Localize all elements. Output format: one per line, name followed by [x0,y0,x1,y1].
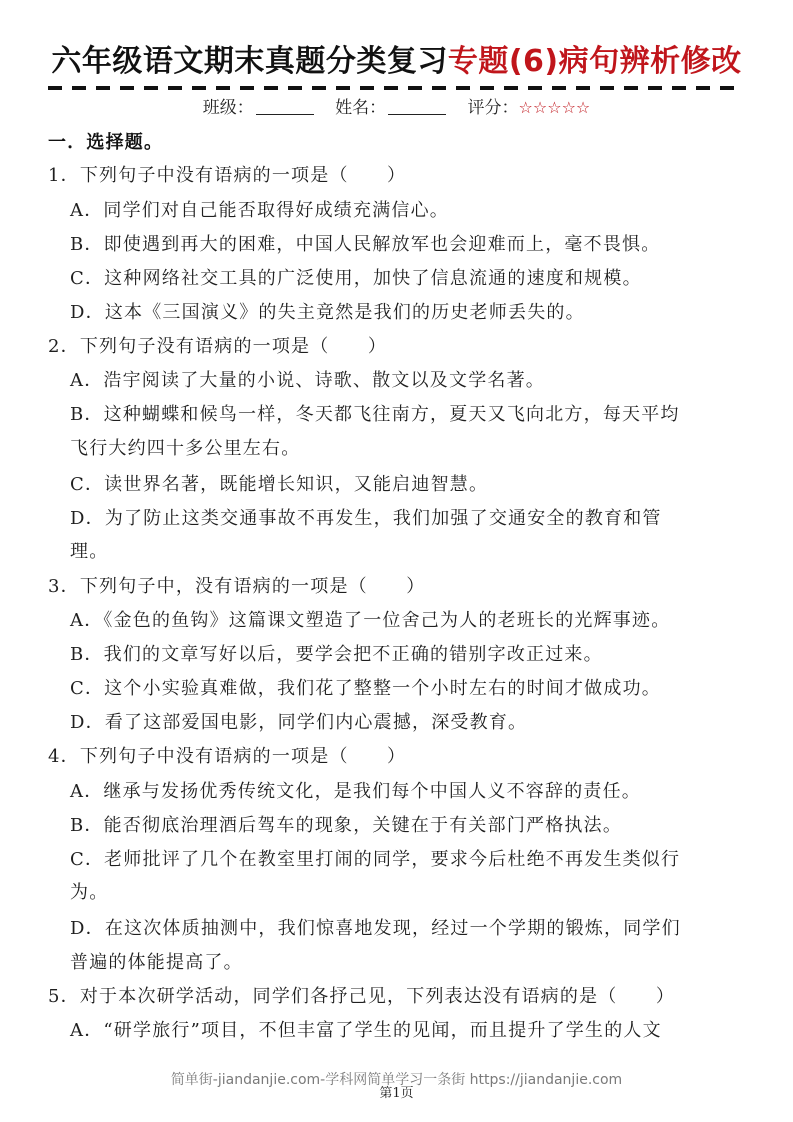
class-blank[interactable] [256,96,314,115]
option-d-continued: 普遍的体能提高了。 [70,952,243,973]
question-stem: 3．下列句子中，没有语病的一项是（ ） [48,576,426,597]
footer-watermark: 简单街-jiandanjie.com-学科网简单学习一条街 https://jiandanjie.com [170,1072,623,1088]
section-heading: 一．选择题。 [48,132,164,153]
title-main: 六年级语文期末真题分类复习 [51,44,448,79]
option-a: A．继承与发扬优秀传统文化，是我们每个中国人义不容辞的责任。 [70,781,641,802]
star-rating-icon: ☆☆☆☆☆ [518,98,591,117]
option-b: B．这种蝴蝶和候鸟一样，冬天都飞往南方，夏天又飞向北方，每天平均 [70,404,680,425]
page-title [0,42,793,82]
option-c: C．这种网络社交工具的广泛使用，加快了信息流通的速度和规模。 [70,268,642,289]
option-c: C．老师批评了几个在教室里打闹的同学，要求今后杜绝不再发生类似行 [70,849,681,870]
option-b: B．我们的文章写好以后，要学会把不正确的错别字改正过来。 [70,644,603,665]
name-field [335,96,446,120]
score-field [468,96,591,120]
option-a: A．浩宇阅读了大量的小说、诗歌、散文以及文学名著。 [70,370,545,391]
option-d: D．为了防止这类交通事故不再发生，我们加强了交通安全的教育和管 [70,508,662,529]
class-field [203,96,314,120]
dashed-divider [48,86,742,90]
question-stem: 1．下列句子中没有语病的一项是（ ） [48,165,407,186]
class-label: 班级： [202,98,254,118]
score-label: 评分： [467,98,519,118]
option-a: A．“研学旅行”项目，不但丰富了学生的见闻，而且提升了学生的人文 [70,1020,662,1041]
option-b: B．能否彻底治理酒后驾车的现象，关键在于有关部门严格执法。 [70,815,623,836]
option-d-continued: 理。 [70,541,109,562]
question-stem: 2．下列句子没有语病的一项是（ ） [48,336,388,357]
option-a: A．同学们对自己能否取得好成绩充满信心。 [70,200,449,221]
option-b-continued: 飞行大约四十多公里左右。 [70,438,301,459]
option-c: C．读世界名著，既能增长知识，又能启迪智慧。 [70,474,489,495]
student-info-row [0,96,793,120]
question-stem: 5．对于本次研学活动，同学们各抒己见，下列表达没有语病的是（ ） [48,986,676,1007]
option-d: D．这本《三国演义》的失主竟然是我们的历史老师丢失的。 [70,302,585,323]
name-label: 姓名： [335,98,387,118]
page-number: 第1页 [379,1086,414,1101]
title-topic: 专题(6)病句辨析修改 [447,44,742,79]
option-d: D．看了这部爱国电影，同学们内心震撼，深受教育。 [70,712,528,733]
option-c-continued: 为。 [70,882,109,903]
option-d: D．在这次体质抽测中，我们惊喜地发现，经过一个学期的锻炼，同学们 [70,918,681,939]
option-a: A．《金色的鱼钩》这篇课文塑造了一位舍己为人的老班长的光辉事迹。 [70,610,671,631]
option-b: B．即使遇到再大的困难，中国人民解放军也会迎难而上，毫不畏惧。 [70,234,661,255]
question-stem: 4．下列句子中没有语病的一项是（ ） [48,746,407,767]
option-c: C．这个小实验真难做，我们花了整整一个小时左右的时间才做成功。 [70,678,661,699]
name-blank[interactable] [388,96,446,115]
